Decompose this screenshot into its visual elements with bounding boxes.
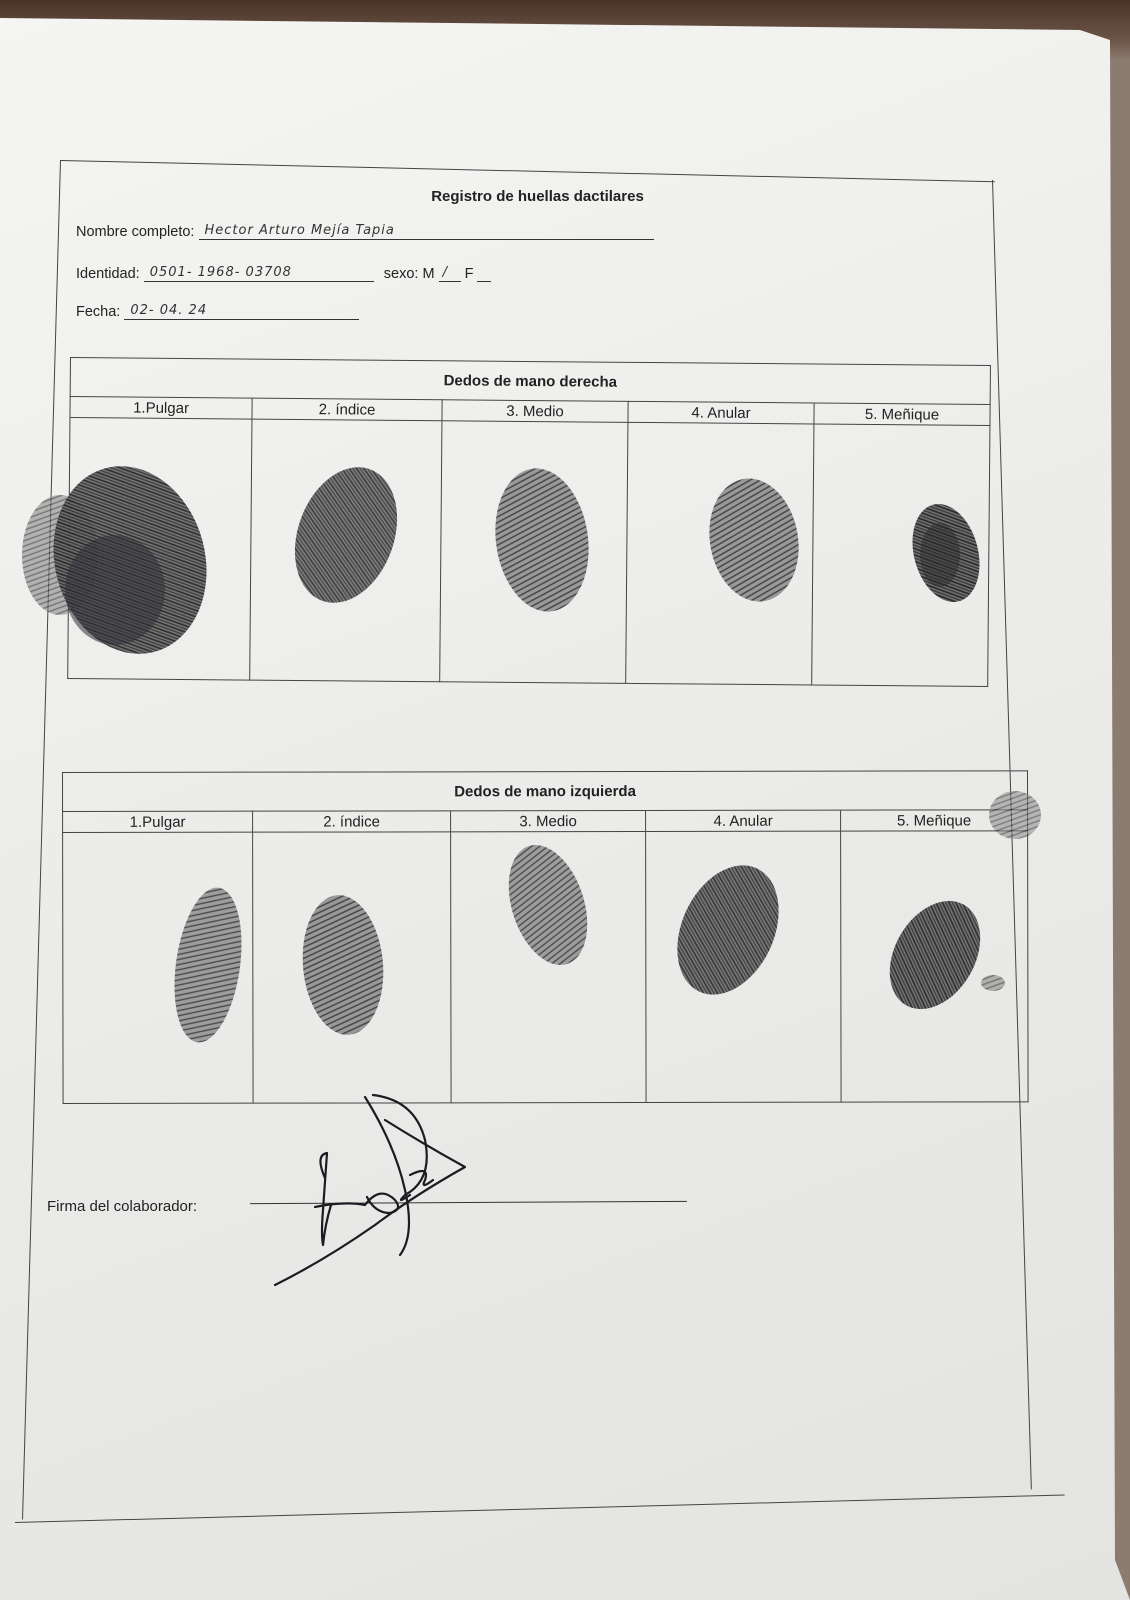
signature-label: Firma del colaborador:: [47, 1198, 198, 1215]
sex-label: sexo: M: [383, 266, 435, 282]
left-thumb-label: 1.Pulgar: [63, 811, 253, 832]
name-label: Nombre completo:: [76, 224, 195, 240]
name-value: Hector Arturo Mejía Tapia: [199, 222, 654, 240]
form-title: Registro de huellas dactilares: [431, 188, 644, 205]
right-thumb-label: 1.Pulgar: [70, 397, 252, 420]
left-middle-label: 3. Medio: [451, 810, 646, 831]
left-ring-label: 4. Anular: [646, 810, 841, 831]
handwritten-signature: [255, 1085, 485, 1305]
left-index-label: 2. índice: [253, 811, 451, 832]
id-value: 0501- 1968- 03708: [144, 264, 374, 282]
right-ring-label: 4. Anular: [628, 401, 814, 424]
left-pinky-label: 5. Meñique: [841, 810, 1028, 831]
sex-f-label: F: [464, 266, 474, 282]
right-thumb-print: [22, 449, 227, 671]
left-thumb-print: [165, 883, 250, 1046]
right-ring-print: [700, 471, 808, 608]
right-pinky-label: 5. Meñique: [814, 403, 990, 426]
right-index-label: 2. índice: [252, 398, 442, 421]
left-ring-print: [658, 849, 799, 1011]
date-value: 02- 04. 24: [124, 302, 359, 320]
right-middle-print: [486, 462, 597, 617]
right-middle-label: 3. Medio: [442, 400, 628, 423]
id-label: Identidad:: [76, 266, 140, 282]
left-pinky-print: [871, 791, 1041, 1025]
right-pinky-print: [902, 496, 990, 609]
left-hand-heading: Dedos de mano izquierda: [63, 771, 1028, 812]
left-middle-print: [495, 835, 602, 975]
date-label: Fecha:: [76, 304, 121, 320]
right-hand-heading: Dedos de mano derecha: [70, 358, 990, 405]
sex-m-mark: /: [439, 264, 461, 282]
right-index-print: [277, 453, 415, 617]
left-index-print: [297, 892, 389, 1038]
